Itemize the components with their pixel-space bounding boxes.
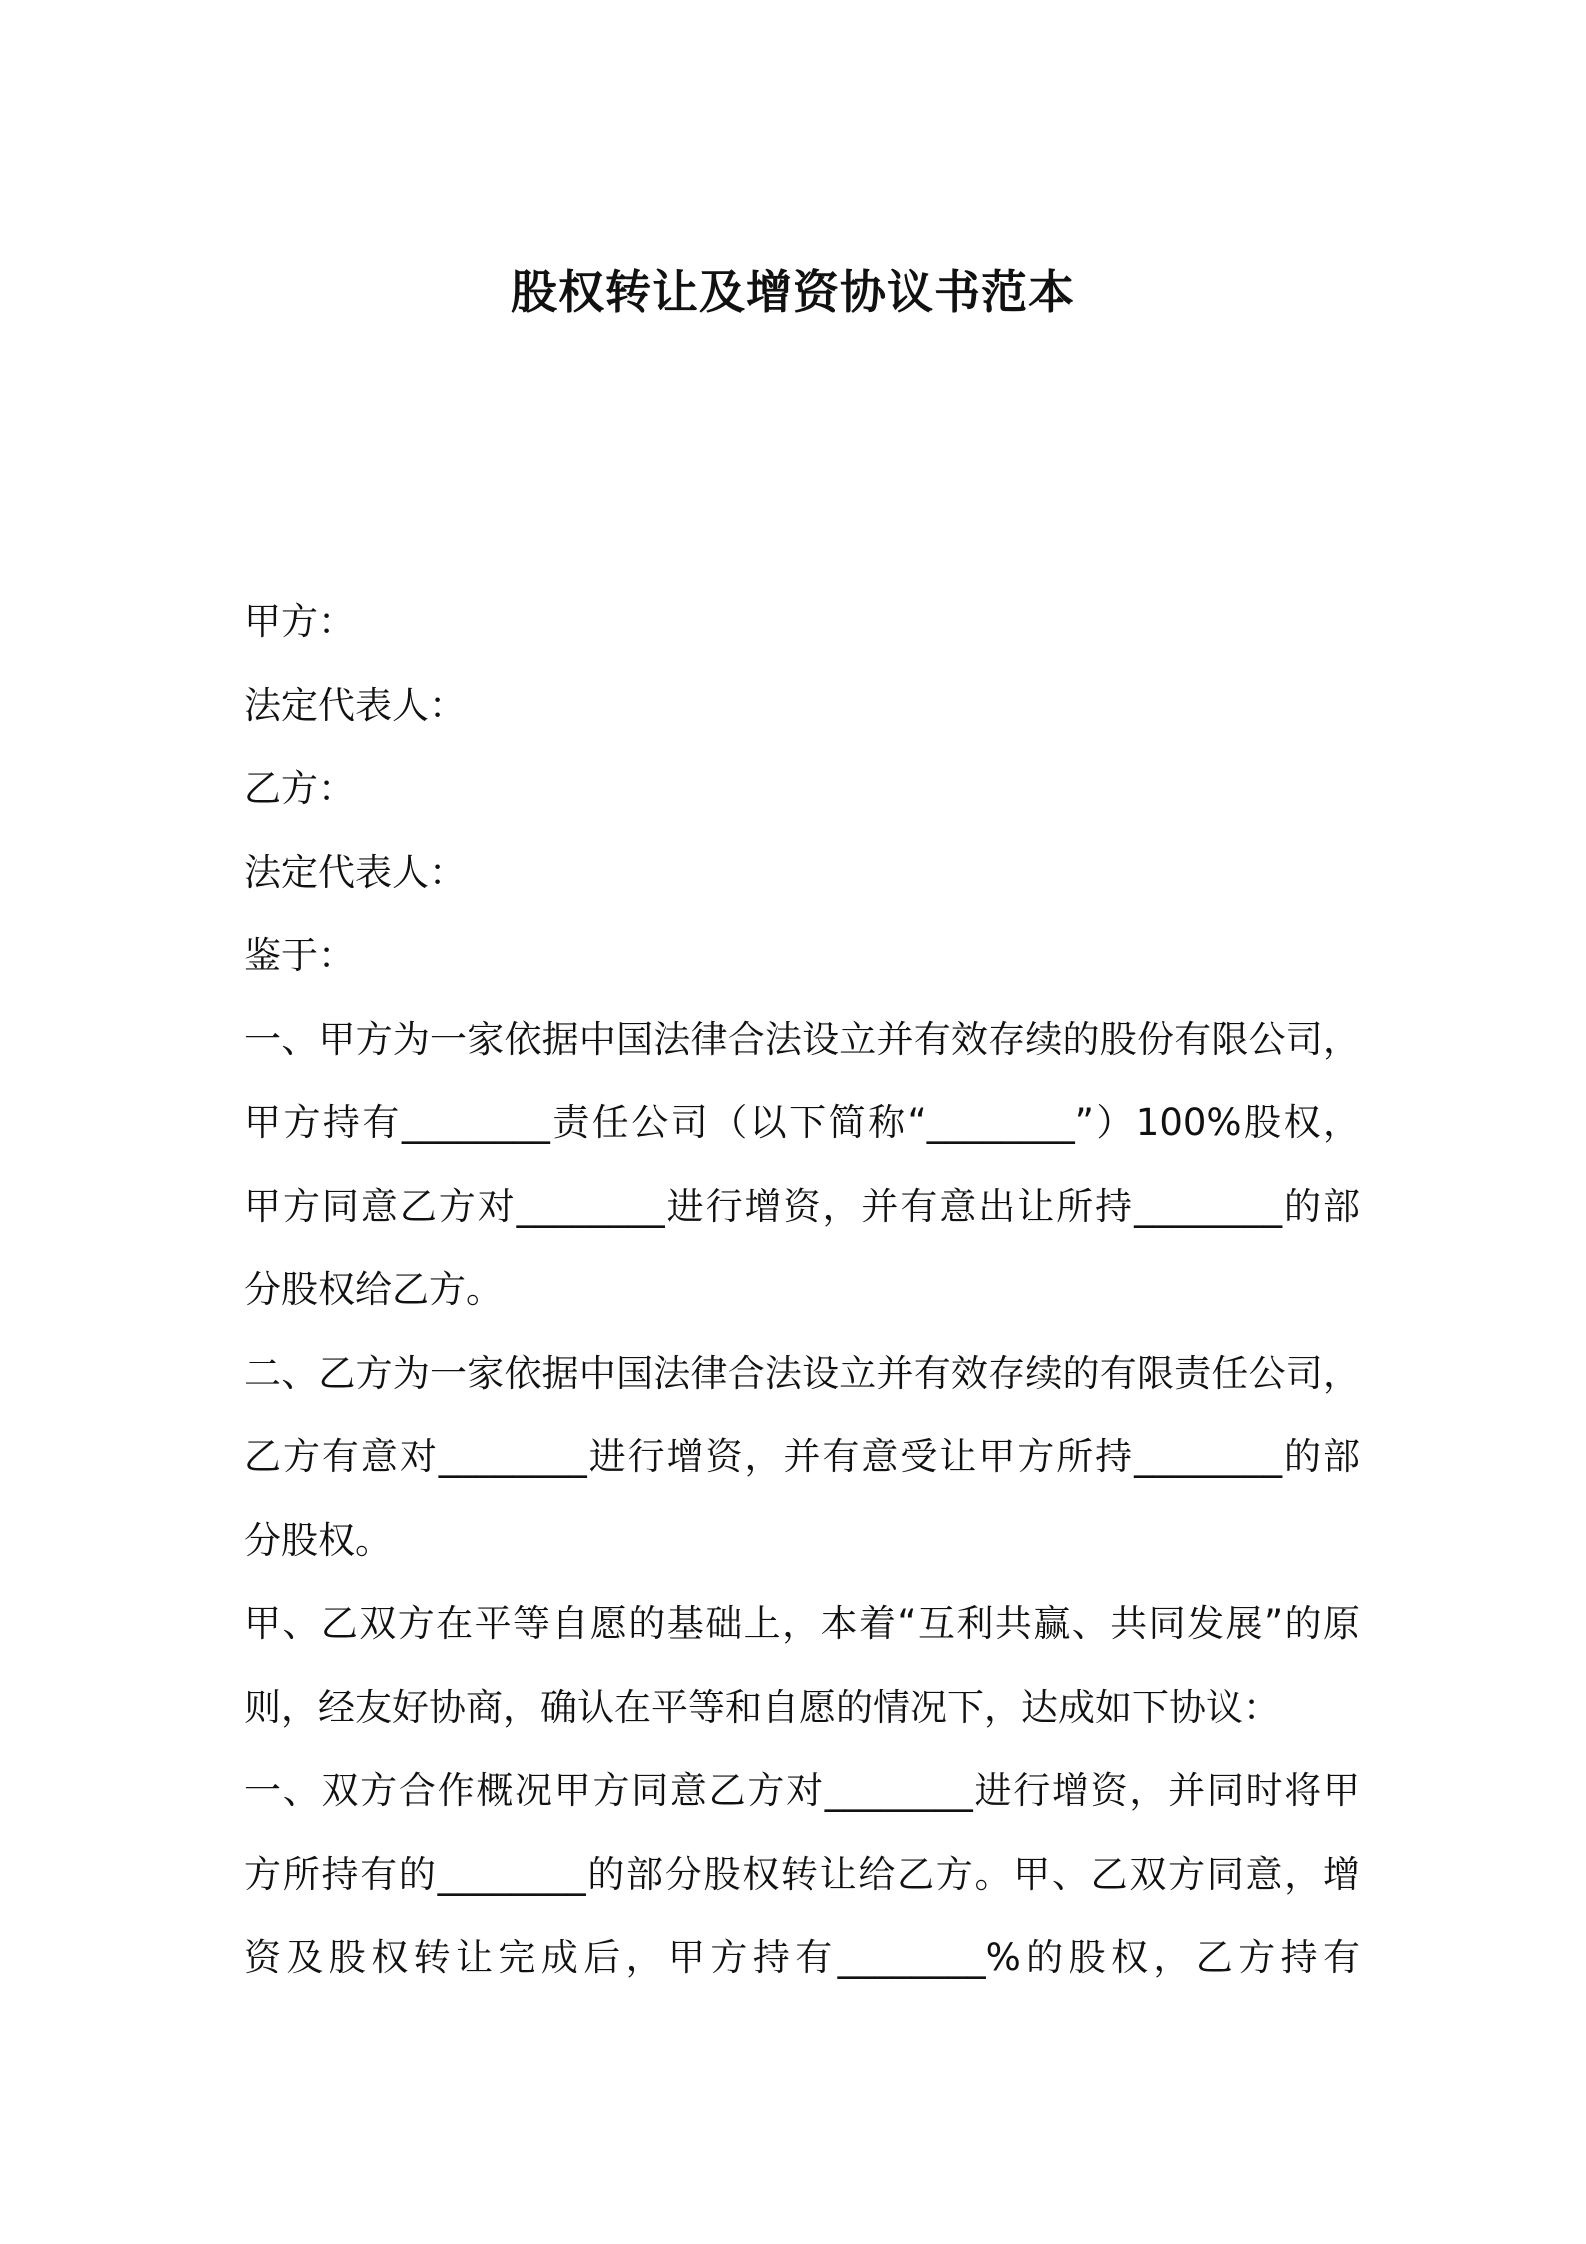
paragraph-line: 乙方有意对________进行增资，并有意受让甲方所持________的部 bbox=[244, 1435, 1360, 1478]
party-a-label: 甲方： bbox=[244, 600, 355, 643]
paragraph-line: 一、甲方为一家依据中国法律合法设立并有效存续的股份有限公司， bbox=[244, 1017, 1360, 1061]
paragraph-line: 甲方持有________责任公司（以下简称“________”）100%股权， bbox=[244, 1101, 1360, 1144]
party-b-representative-label: 法定代表人： bbox=[244, 850, 466, 894]
document-title: 股权转让及增资协议书范本 bbox=[511, 265, 1075, 319]
paragraph-line: 甲方同意乙方对________进行增资，并有意出让所持________的部 bbox=[244, 1184, 1360, 1228]
paragraph-line: 一、双方合作概况甲方同意乙方对________进行增资，并同时将甲 bbox=[244, 1769, 1360, 1812]
document-body bbox=[244, 580, 1360, 2000]
party-b-label: 乙方： bbox=[244, 767, 355, 810]
paragraph-line: 分股权。 bbox=[244, 1518, 392, 1562]
paragraph-line: 方所持有的________的部分股权转让给乙方。甲、乙双方同意，增 bbox=[244, 1852, 1360, 1896]
paragraph-line: 二、乙方为一家依据中国法律合法设立并有效存续的有限责任公司， bbox=[244, 1351, 1360, 1395]
party-a-representative-label: 法定代表人： bbox=[244, 683, 466, 727]
paragraph-line: 甲、乙双方在平等自愿的基础上，本着“互利共赢、共同发展”的原 bbox=[244, 1602, 1360, 1645]
paragraph-line: 资及股权转让完成后，甲方持有________%的股权，乙方持有 bbox=[244, 1936, 1360, 1979]
paragraph-line: 分股权给乙方。 bbox=[244, 1268, 503, 1311]
whereas-label: 鉴于： bbox=[244, 934, 355, 977]
paragraph-line: 则，经友好协商，确认在平等和自愿的情况下，达成如下协议： bbox=[244, 1685, 1280, 1729]
